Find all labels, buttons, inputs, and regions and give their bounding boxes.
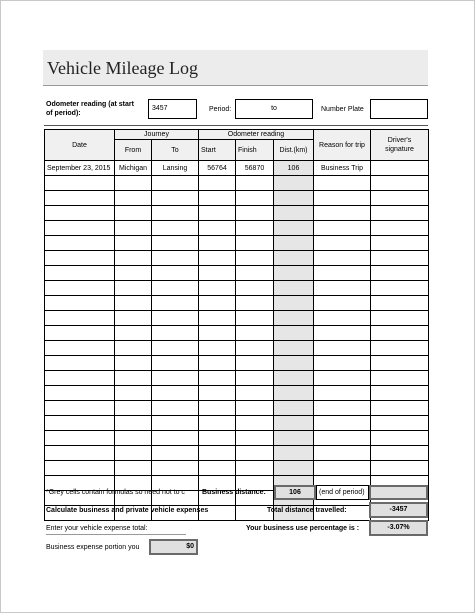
to-cell[interactable]	[152, 176, 199, 191]
table-row	[45, 356, 429, 371]
reason-cell[interactable]	[314, 221, 371, 236]
dist-cell	[274, 446, 314, 461]
reason-cell[interactable]	[314, 191, 371, 206]
date-cell[interactable]	[45, 266, 115, 281]
percentage-value: -3.07%	[369, 520, 428, 536]
business-distance-value: 106	[274, 485, 316, 500]
table-row	[45, 446, 429, 461]
from-cell[interactable]	[115, 176, 152, 191]
col-date-header: Date	[45, 130, 115, 161]
date-cell[interactable]	[45, 251, 115, 266]
odometer-start-input[interactable]: 3457	[148, 99, 197, 119]
end-of-period-value	[369, 485, 428, 500]
from-cell[interactable]	[115, 401, 152, 416]
finish-cell[interactable]	[236, 251, 274, 266]
signature-cell[interactable]	[371, 461, 429, 476]
reason-cell[interactable]	[314, 266, 371, 281]
start-cell[interactable]	[199, 281, 236, 296]
reason-cell[interactable]	[314, 461, 371, 476]
start-cell[interactable]	[199, 356, 236, 371]
date-cell[interactable]	[45, 281, 115, 296]
date-cell[interactable]	[45, 446, 115, 461]
reason-cell[interactable]	[314, 356, 371, 371]
from-cell[interactable]	[115, 236, 152, 251]
to-cell[interactable]	[152, 431, 199, 446]
from-cell[interactable]	[115, 446, 152, 461]
table-row	[45, 431, 429, 446]
percentage-label: Your business use percentage is :	[246, 525, 360, 532]
dist-cell	[274, 236, 314, 251]
finish-cell[interactable]	[236, 281, 274, 296]
dist-cell	[274, 341, 314, 356]
start-cell[interactable]	[199, 206, 236, 221]
table-row	[45, 371, 429, 386]
table-row	[45, 461, 429, 476]
reason-cell[interactable]	[314, 341, 371, 356]
from-cell[interactable]	[115, 416, 152, 431]
table-row	[45, 251, 429, 266]
reason-cell[interactable]	[314, 281, 371, 296]
from-cell[interactable]	[115, 281, 152, 296]
finish-cell[interactable]	[236, 191, 274, 206]
to-cell[interactable]	[152, 326, 199, 341]
date-cell[interactable]	[45, 431, 115, 446]
date-cell[interactable]	[45, 371, 115, 386]
reason-cell[interactable]	[314, 416, 371, 431]
table-row	[45, 326, 429, 341]
dist-cell	[274, 176, 314, 191]
finish-cell[interactable]	[236, 386, 274, 401]
date-cell[interactable]	[45, 176, 115, 191]
period-input[interactable]: to	[235, 99, 313, 119]
start-cell[interactable]	[199, 176, 236, 191]
to-cell[interactable]	[152, 386, 199, 401]
period-label: Period:	[209, 106, 232, 113]
dist-cell: 106	[274, 161, 314, 176]
dist-cell	[274, 461, 314, 476]
finish-cell[interactable]	[236, 461, 274, 476]
table-row	[45, 386, 429, 401]
date-cell[interactable]	[45, 326, 115, 341]
from-cell[interactable]	[115, 341, 152, 356]
expense-portion-label: Business expense portion you	[46, 544, 140, 551]
date-cell[interactable]	[45, 191, 115, 206]
to-cell[interactable]	[152, 341, 199, 356]
dist-cell	[274, 401, 314, 416]
col-finish-header: Finish	[236, 140, 274, 161]
start-cell[interactable]	[199, 416, 236, 431]
start-cell[interactable]	[199, 311, 236, 326]
from-cell[interactable]: Michigan	[115, 161, 152, 176]
reason-cell[interactable]	[314, 176, 371, 191]
finish-cell[interactable]	[236, 416, 274, 431]
signature-cell[interactable]	[371, 341, 429, 356]
table-row	[45, 176, 429, 191]
dist-cell	[274, 206, 314, 221]
to-cell[interactable]	[152, 266, 199, 281]
start-cell[interactable]	[199, 386, 236, 401]
to-cell[interactable]	[152, 401, 199, 416]
start-cell[interactable]	[199, 236, 236, 251]
start-cell[interactable]	[199, 431, 236, 446]
col-start-header: Start	[199, 140, 236, 161]
to-cell[interactable]	[152, 191, 199, 206]
dist-cell	[274, 221, 314, 236]
dist-cell	[274, 371, 314, 386]
odometer-label-line2: of period):	[46, 110, 81, 117]
signature-cell[interactable]	[371, 266, 429, 281]
date-cell[interactable]	[45, 461, 115, 476]
finish-cell[interactable]	[236, 176, 274, 191]
dist-cell	[274, 431, 314, 446]
signature-cell[interactable]	[371, 431, 429, 446]
reason-cell[interactable]	[314, 206, 371, 221]
finish-cell[interactable]	[236, 446, 274, 461]
business-distance-label: Business distance:	[202, 489, 266, 496]
from-cell[interactable]	[115, 371, 152, 386]
date-cell[interactable]	[45, 206, 115, 221]
dist-cell	[274, 251, 314, 266]
finish-cell[interactable]	[236, 356, 274, 371]
to-cell[interactable]	[152, 281, 199, 296]
start-cell[interactable]	[199, 371, 236, 386]
finish-cell[interactable]	[236, 341, 274, 356]
dist-cell	[274, 281, 314, 296]
signature-cell[interactable]	[371, 161, 429, 176]
to-cell[interactable]	[152, 416, 199, 431]
end-of-period-field[interactable]: (end of period)	[316, 485, 369, 500]
reason-cell[interactable]	[314, 311, 371, 326]
signature-cell[interactable]	[371, 281, 429, 296]
col-to-header: To	[152, 140, 199, 161]
finish-cell[interactable]	[236, 296, 274, 311]
start-cell[interactable]	[199, 401, 236, 416]
table-row	[45, 296, 429, 311]
finish-cell[interactable]	[236, 401, 274, 416]
signature-cell[interactable]	[371, 416, 429, 431]
date-cell[interactable]	[45, 296, 115, 311]
from-cell[interactable]	[115, 251, 152, 266]
date-cell[interactable]: September 23, 2015	[45, 161, 115, 176]
to-cell[interactable]	[152, 461, 199, 476]
from-cell[interactable]	[115, 461, 152, 476]
from-cell[interactable]	[115, 191, 152, 206]
col-from-header: From	[115, 140, 152, 161]
from-cell[interactable]	[115, 296, 152, 311]
reason-cell[interactable]	[314, 236, 371, 251]
start-cell[interactable]	[199, 251, 236, 266]
finish-cell[interactable]	[236, 326, 274, 341]
dist-cell	[274, 191, 314, 206]
dist-cell	[274, 311, 314, 326]
to-cell[interactable]	[152, 446, 199, 461]
dist-cell	[274, 386, 314, 401]
start-cell[interactable]	[199, 266, 236, 281]
start-cell[interactable]	[199, 296, 236, 311]
calc-expenses-label: Calculate business and private vehicle expenses	[46, 507, 209, 514]
finish-cell[interactable]	[236, 221, 274, 236]
signature-cell[interactable]	[371, 311, 429, 326]
table-row	[45, 236, 429, 251]
finish-cell[interactable]	[236, 311, 274, 326]
finish-cell[interactable]	[236, 431, 274, 446]
date-cell[interactable]	[45, 341, 115, 356]
col-signature-header	[371, 130, 429, 161]
dist-cell	[274, 326, 314, 341]
odometer-label-line1: Odometer reading (at start	[46, 101, 134, 108]
from-cell[interactable]	[115, 356, 152, 371]
from-cell[interactable]	[115, 221, 152, 236]
from-cell[interactable]	[115, 311, 152, 326]
col-reason-header: Reason for trip	[314, 130, 371, 161]
grey-cells-note: *Grey cells contain formulas so need not to c	[46, 489, 185, 496]
expense-portion-value: $0	[149, 539, 198, 555]
date-cell[interactable]	[45, 311, 115, 326]
date-cell[interactable]	[45, 386, 115, 401]
table-row	[45, 281, 429, 296]
to-cell[interactable]	[152, 206, 199, 221]
header-divider	[44, 125, 428, 126]
reason-cell[interactable]	[314, 431, 371, 446]
reason-cell[interactable]	[314, 446, 371, 461]
signature-cell[interactable]	[371, 401, 429, 416]
table-row	[45, 191, 429, 206]
expense-total-input[interactable]	[46, 534, 186, 535]
table-row	[45, 341, 429, 356]
to-cell[interactable]	[152, 311, 199, 326]
signature-cell[interactable]	[371, 251, 429, 266]
number-plate-label: Number Plate	[321, 106, 364, 113]
dist-cell	[274, 296, 314, 311]
reason-cell[interactable]	[314, 386, 371, 401]
date-cell[interactable]	[45, 221, 115, 236]
odometer-group-header: Odometer reading	[199, 130, 314, 140]
date-cell[interactable]	[45, 416, 115, 431]
signature-cell[interactable]	[371, 221, 429, 236]
signature-cell[interactable]	[371, 386, 429, 401]
signature-cell[interactable]	[371, 326, 429, 341]
signature-cell[interactable]	[371, 236, 429, 251]
journey-group-header: Journey	[115, 130, 199, 140]
signature-cell[interactable]	[371, 296, 429, 311]
start-cell[interactable]	[199, 221, 236, 236]
reason-cell[interactable]	[314, 326, 371, 341]
start-cell[interactable]: 56764	[199, 161, 236, 176]
table-row	[45, 206, 429, 221]
finish-cell[interactable]	[236, 206, 274, 221]
to-cell[interactable]	[152, 371, 199, 386]
to-cell[interactable]: Lansing	[152, 161, 199, 176]
total-distance-value: -3457	[369, 502, 428, 518]
total-distance-label: Total distance travelled:	[267, 507, 347, 514]
table-row	[45, 401, 429, 416]
date-cell[interactable]	[45, 356, 115, 371]
table-row	[45, 266, 429, 281]
date-cell[interactable]	[45, 236, 115, 251]
start-cell[interactable]	[199, 461, 236, 476]
dist-cell	[274, 356, 314, 371]
finish-cell[interactable]: 56870	[236, 161, 274, 176]
from-cell[interactable]	[115, 431, 152, 446]
table-row	[45, 416, 429, 431]
start-cell[interactable]	[199, 191, 236, 206]
finish-cell[interactable]	[236, 371, 274, 386]
from-cell[interactable]	[115, 266, 152, 281]
from-cell[interactable]	[115, 326, 152, 341]
dist-cell	[274, 416, 314, 431]
dist-cell	[274, 266, 314, 281]
number-plate-input[interactable]	[370, 99, 428, 119]
reason-cell[interactable]: Business Trip	[314, 161, 371, 176]
finish-cell[interactable]	[236, 266, 274, 281]
date-cell[interactable]	[45, 401, 115, 416]
finish-cell[interactable]	[236, 236, 274, 251]
signature-header-line1: Driver's	[387, 137, 412, 144]
table-row	[45, 311, 429, 326]
start-cell[interactable]	[199, 446, 236, 461]
from-cell[interactable]	[115, 386, 152, 401]
reason-cell[interactable]	[314, 296, 371, 311]
signature-cell[interactable]	[371, 371, 429, 386]
reason-cell[interactable]	[314, 371, 371, 386]
expense-total-label: Enter your vehicle expense total:	[46, 525, 148, 532]
signature-cell[interactable]	[371, 356, 429, 371]
table-header-group-row	[45, 130, 429, 140]
to-cell[interactable]	[152, 251, 199, 266]
to-cell[interactable]	[152, 356, 199, 371]
signature-cell[interactable]	[371, 446, 429, 461]
to-cell[interactable]	[152, 296, 199, 311]
to-cell[interactable]	[152, 221, 199, 236]
signature-cell[interactable]	[371, 206, 429, 221]
page-title: Vehicle Mileage Log	[47, 58, 198, 78]
signature-header-line2: signature	[385, 146, 414, 153]
signature-cell[interactable]	[371, 176, 429, 191]
col-dist-header: Dist.(km)	[274, 140, 314, 161]
start-cell[interactable]	[199, 326, 236, 341]
to-cell[interactable]	[152, 236, 199, 251]
start-cell[interactable]	[199, 341, 236, 356]
reason-cell[interactable]	[314, 401, 371, 416]
signature-cell[interactable]	[371, 191, 429, 206]
reason-cell[interactable]	[314, 251, 371, 266]
table-row	[45, 221, 429, 236]
table-row	[45, 161, 429, 176]
from-cell[interactable]	[115, 206, 152, 221]
mileage-table	[44, 129, 429, 521]
